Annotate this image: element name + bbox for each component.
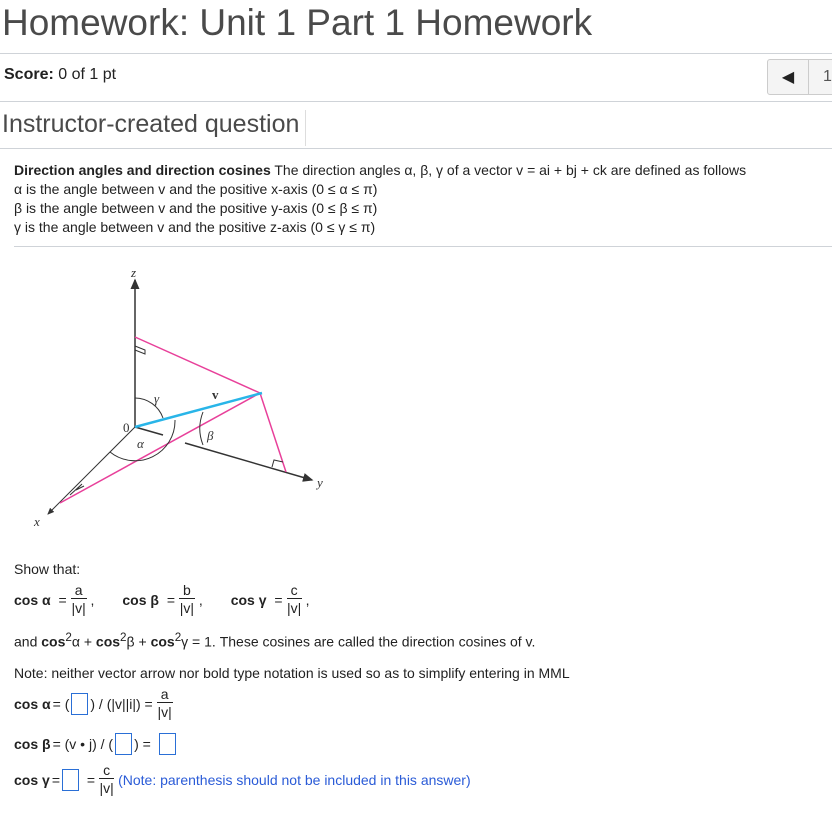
cos-gamma-label: cos γ (14, 771, 50, 788)
denominator: |v| (157, 704, 172, 720)
cos: cos (95, 633, 121, 650)
answer-input-2[interactable] (115, 733, 132, 755)
answer-row-beta (14, 733, 176, 755)
alpha-label: α (137, 436, 144, 451)
plus: + (138, 633, 147, 650)
triangle-left-icon: ◀ (781, 69, 795, 86)
numerator: c (99, 762, 114, 779)
fraction (99, 762, 114, 797)
equals: = (274, 591, 283, 608)
text: ) / (|v||i|) = (90, 695, 153, 712)
alpha: α (71, 633, 80, 650)
answer-input-4[interactable] (62, 769, 79, 791)
and: and (14, 633, 38, 650)
gamma: γ (181, 633, 189, 650)
y-axis (185, 443, 312, 480)
v-label: v (212, 387, 219, 402)
denominator: |v| (179, 600, 195, 616)
divider (0, 53, 832, 54)
identity-text: = 1. These cosines are called the direction cosines of v. (188, 633, 536, 650)
fraction (157, 686, 173, 721)
divider (0, 148, 832, 149)
right-angle-z (135, 346, 145, 354)
answer-input-1[interactable] (71, 693, 88, 715)
sup: 2 (174, 631, 182, 644)
answer-row-alpha (14, 686, 175, 721)
score (4, 66, 116, 84)
gamma-definition: γ is the angle between v and the positive z-axis (0 ≤ γ ≤ π) (14, 219, 376, 235)
z-label: z (131, 265, 137, 280)
question-type: Instructor-created question (2, 110, 306, 146)
question-number-button[interactable]: 1 (823, 68, 832, 85)
alpha-definition: α is the angle between v and the positive x-axis (0 ≤ α ≤ π) (14, 181, 378, 197)
beta: β (126, 633, 135, 650)
note: Note: neither vector arrow nor bold type notation is used so as to simplify entering in MML (14, 665, 570, 681)
equals: = (58, 591, 67, 608)
cos-alpha-label: cos α (14, 695, 51, 712)
numerator: b (179, 582, 195, 599)
show-that-heading: Show that: (14, 561, 81, 577)
page-title: Homework: Unit 1 Part 1 Homework (2, 2, 593, 43)
cos-beta-label: cos β (14, 736, 51, 752)
plus: + (83, 633, 93, 650)
cos-alpha-label: cos α (14, 591, 51, 608)
comma: , (198, 591, 203, 608)
text: = ( (52, 695, 70, 712)
text: = (86, 771, 96, 788)
sup: 2 (65, 631, 72, 644)
denominator: |v| (71, 600, 86, 616)
divider (0, 101, 832, 102)
x-axis (48, 427, 135, 514)
intro (14, 161, 746, 237)
right-angle-y (272, 460, 283, 467)
intro-heading: Direction angles and direction cosines (14, 162, 271, 178)
divider (14, 246, 832, 247)
fraction (287, 582, 302, 617)
cos-beta-label: cos β (122, 591, 159, 608)
gamma-label: γ (154, 391, 160, 406)
cos-gamma-label: cos γ (230, 591, 267, 608)
answer-input-3[interactable] (159, 733, 176, 755)
numerator: c (287, 582, 302, 599)
denominator: |v| (286, 600, 302, 616)
cos: cos (41, 633, 66, 650)
numerator: a (157, 686, 173, 703)
sup: 2 (120, 631, 127, 644)
score-value: 0 of 1 pt (58, 66, 117, 83)
origin-label: 0 (123, 420, 130, 435)
equals: = (166, 591, 176, 608)
y-axis-near (135, 427, 163, 435)
x-projection-line (60, 393, 260, 503)
beta-definition: β is the angle between v and the positive y-axis (0 ≤ β ≤ π) (14, 200, 378, 216)
beta-label: β (207, 428, 214, 443)
fraction (71, 582, 87, 617)
previous-question-button[interactable] (768, 60, 809, 94)
text: = (v • j) / ( (52, 736, 114, 752)
score-label: Score: (4, 66, 54, 83)
direction-cosines-formulas (14, 582, 310, 617)
parenthesis-note: (Note: parenthesis should not be included in this answer) (118, 771, 471, 788)
x-label: x (34, 514, 40, 529)
text: ) = (134, 736, 151, 752)
cos: cos (150, 633, 175, 650)
intro-text: The direction angles α, β, γ of a vector v = ai + bj + ck are defined as follows (270, 162, 747, 178)
comma: , (90, 591, 95, 608)
direction-angles-diagram (0, 250, 340, 540)
identity-line (14, 628, 535, 652)
y-label: y (317, 475, 323, 490)
fraction (179, 582, 195, 617)
comma: , (305, 591, 310, 608)
denominator: |v| (99, 780, 114, 796)
question-nav (767, 59, 832, 95)
answer-row-gamma (14, 762, 471, 797)
beta-arc (200, 412, 203, 445)
numerator: a (71, 582, 87, 599)
text: = (51, 771, 60, 788)
